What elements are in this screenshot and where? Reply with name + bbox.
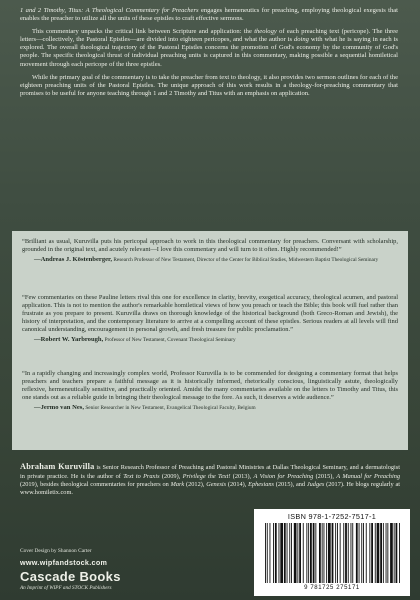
blurb-paragraph-3: While the primary goal of the commentary is to take the preacher from text to theology, it also provides two sermon outlines for each of the eighteen preaching units of the Pastoral Epistles. The unique approach of this work results in a theology-for-preaching commentary that promises to be useful for anyone teaching through 1 and 2 Timothy and Titus with an emphasis on application. xyxy=(20,73,398,97)
barcode-bar xyxy=(375,523,376,583)
barcode-bar xyxy=(363,523,364,583)
barcode-bar xyxy=(371,523,373,583)
barcode-bar xyxy=(324,523,325,583)
barcode-bar xyxy=(291,523,292,583)
endorser-name: —Andreas J. Köstenberger, xyxy=(34,256,113,263)
endorsement-attribution xyxy=(22,404,398,412)
barcode-bar xyxy=(343,523,344,583)
barcode-bar xyxy=(315,523,316,583)
endorsement-quote: “Few commentaries on these Pauline letters rival this one for excellence in clarity, brevity, exegetical accuracy, theological acumen, and pastoral application. This is not to mention the author's remarkable homiletical views of how you preach or teach the Bible; this book will fuel rather than frustrate as you prepare to present. Kuruvilla draws on thorough knowledge of the historical background (both Greco-Roman and Jewish), the history of interpretation, and the contemporary literature to arrive at a compelling account of these epistles. Serious readers at all levels will find canonical understanding, encouragement in personal growth, and fresh treasure for public proclamation.” xyxy=(22,294,398,333)
barcode-bar xyxy=(265,523,266,583)
barcode-bar xyxy=(337,523,338,583)
bio-text: (2012), xyxy=(184,480,207,488)
book-title: Text to Praxis xyxy=(123,472,160,480)
barcode-bar xyxy=(319,523,321,583)
barcode-bar xyxy=(383,523,384,583)
endorser-role: Senior Researcher in New Testament, Evangelical Theological Faculty, Belgium xyxy=(84,405,256,411)
bio-text: (2019), besides theological commentaries for preachers on xyxy=(20,480,171,488)
barcode-bar xyxy=(340,523,341,583)
description-blurb xyxy=(20,7,398,103)
blurb-text: This commentary unpacks the critical link between Scripture and application: the xyxy=(32,28,255,36)
barcode-bar xyxy=(326,523,327,583)
endorser-name: —Jermo van Nes, xyxy=(34,404,84,411)
barcode-bar xyxy=(366,523,367,583)
endorsement-attribution xyxy=(22,336,398,344)
endorsement-attribution xyxy=(22,256,398,264)
isbn-barcode xyxy=(254,509,410,596)
barcode-bar xyxy=(387,523,388,583)
barcode-bar xyxy=(294,523,297,583)
endorsement xyxy=(22,294,398,344)
bio-text: (2009), xyxy=(159,472,183,480)
barcode-bar xyxy=(289,523,290,583)
barcode-bar xyxy=(280,523,283,583)
book-title: Privilege the Text! xyxy=(182,472,231,480)
barcode-bar xyxy=(284,523,286,583)
barcode-bar xyxy=(322,523,323,583)
barcode-bar xyxy=(299,523,301,583)
barcode-bar xyxy=(394,523,395,583)
barcode-bar xyxy=(356,523,358,583)
blurb-emphasis: doing xyxy=(294,36,309,44)
barcode-bar xyxy=(308,523,309,583)
book-title: Mark xyxy=(170,480,185,488)
barcode-graphic xyxy=(263,523,403,583)
barcode-bar xyxy=(332,523,334,583)
barcode-bar xyxy=(396,523,398,583)
barcode-bar xyxy=(390,523,393,583)
endorsement xyxy=(22,370,398,412)
barcode-bar xyxy=(313,523,315,583)
barcode-bar xyxy=(306,523,307,583)
book-title: Ephesians xyxy=(248,480,274,488)
blurb-text: engages hermeneutics for preaching, employing theological exegesis that enables the preacher to utilize all the units of these epistles to craft effective sermons. xyxy=(20,7,399,23)
barcode-bar xyxy=(359,523,360,583)
barcode-bar xyxy=(297,523,298,583)
barcode-bar xyxy=(380,523,382,583)
barcode-bar xyxy=(369,523,370,583)
barcode-bar xyxy=(303,523,304,583)
publisher-imprint: An Imprint of WIPF and STOCK Publishers xyxy=(20,585,112,591)
bio-text: (2014), xyxy=(226,480,249,488)
bio-text: (2015), and xyxy=(273,480,307,488)
book-title: A Vision for Preaching xyxy=(253,472,314,480)
endorsement xyxy=(22,238,398,264)
endorsement-panel xyxy=(12,231,408,450)
barcode-bar xyxy=(345,523,347,583)
book-title: 1 and 2 Timothy, Titus: A Theological Commentary for Preachers xyxy=(20,7,199,14)
endorsement-quote: “Brilliant as usual, Kuruvilla puts his pericopal approach to work in this theological commentary for preachers. Conversant with scholarship, grounded in the original text, and acutely relevant—I love this commentary and will turn to it often. Highly recommended!” xyxy=(22,238,398,253)
bio-text: (2015), xyxy=(313,472,337,480)
barcode-bar xyxy=(328,523,331,583)
barcode-bar xyxy=(348,523,349,583)
blurb-text: of each preaching text (pericope). The three letters—collectively, the Pastoral Epistles—are divided into eighteen pericopes, and what the author is xyxy=(20,28,398,44)
blurb-emphasis: theology xyxy=(254,28,277,36)
barcode-bar xyxy=(335,523,336,583)
barcode-bar xyxy=(310,523,312,583)
bio-text: is Senior Research Professor of Preaching and Pastoral Ministries at Dallas Theological Seminary, and a dermatologist in private practice. He is the author of xyxy=(20,464,400,480)
endorsement-quote: “In a rapidly changing and increasingly complex world, Professor Kuruvilla is to be commended for designing a commentary format that helps preachers and teachers prepare a faithful message as it is historically informed, rhetorically conscious, linguistically astute, theologically reflexive, hermeneutically sensitive, and practically oriented. Amidst the many commentaries available on the letters to Timothy and Titus, this one stands out as a reliable guide in bringing their theological message to the fore. As such, it deserves a wide audience.” xyxy=(22,370,398,401)
barcode-bar xyxy=(287,523,288,583)
barcode-bar xyxy=(351,523,352,583)
barcode-bars xyxy=(263,523,403,583)
blurb-paragraph-2 xyxy=(20,28,398,68)
bio-text: (2013), xyxy=(230,472,254,480)
endorser-role: Research Professor of New Testament, Director of the Center for Biblical Studies, Midwestern Baptist Theological Seminary xyxy=(112,257,379,263)
barcode-bar xyxy=(399,523,400,583)
blurb-paragraph-1 xyxy=(20,7,398,23)
publisher-website-link[interactable]: www.wipfandstock.com xyxy=(20,558,108,567)
barcode-bar xyxy=(275,523,277,583)
barcode-bar xyxy=(361,523,362,583)
book-title: Genesis xyxy=(206,480,227,488)
publisher-logo: Cascade Books xyxy=(20,569,121,584)
blurb-text: with what he is saying in each is explored. The overall theological trajectory of the Pastoral Epistles concerns the promotion of God's economy by the community of God's people. The specific theological thrust of individual preaching units is captured in this commentary, making possible a sequential homiletical movement through each pericope of the three epistles. xyxy=(20,36,398,68)
book-title: A Manual for Preaching xyxy=(336,472,401,480)
bio-text: (2017). He blogs regularly at www.homiletix.com. xyxy=(20,480,400,496)
barcode-bar xyxy=(352,523,353,583)
barcode-bar xyxy=(386,523,387,583)
barcode-bar xyxy=(267,523,268,583)
isbn-number: ISBN 978-1-7252-7517-1 xyxy=(287,512,377,521)
endorser-name: —Robert W. Yarbrough, xyxy=(34,336,104,343)
barcode-digits: 9 781725 275171 xyxy=(304,585,360,591)
author-name: Abraham Kuruvilla xyxy=(20,462,95,472)
barcode-bar xyxy=(273,523,274,583)
barcode-bar xyxy=(279,523,280,583)
barcode-bar xyxy=(270,523,271,583)
cover-design-credit: Cover Design by Shannon Carter xyxy=(20,548,92,554)
author-bio xyxy=(20,463,400,497)
endorser-role: Professor of New Testament, Covenant Theological Seminary xyxy=(103,337,236,343)
barcode-bar xyxy=(377,523,380,583)
book-title: Judges xyxy=(306,480,325,488)
